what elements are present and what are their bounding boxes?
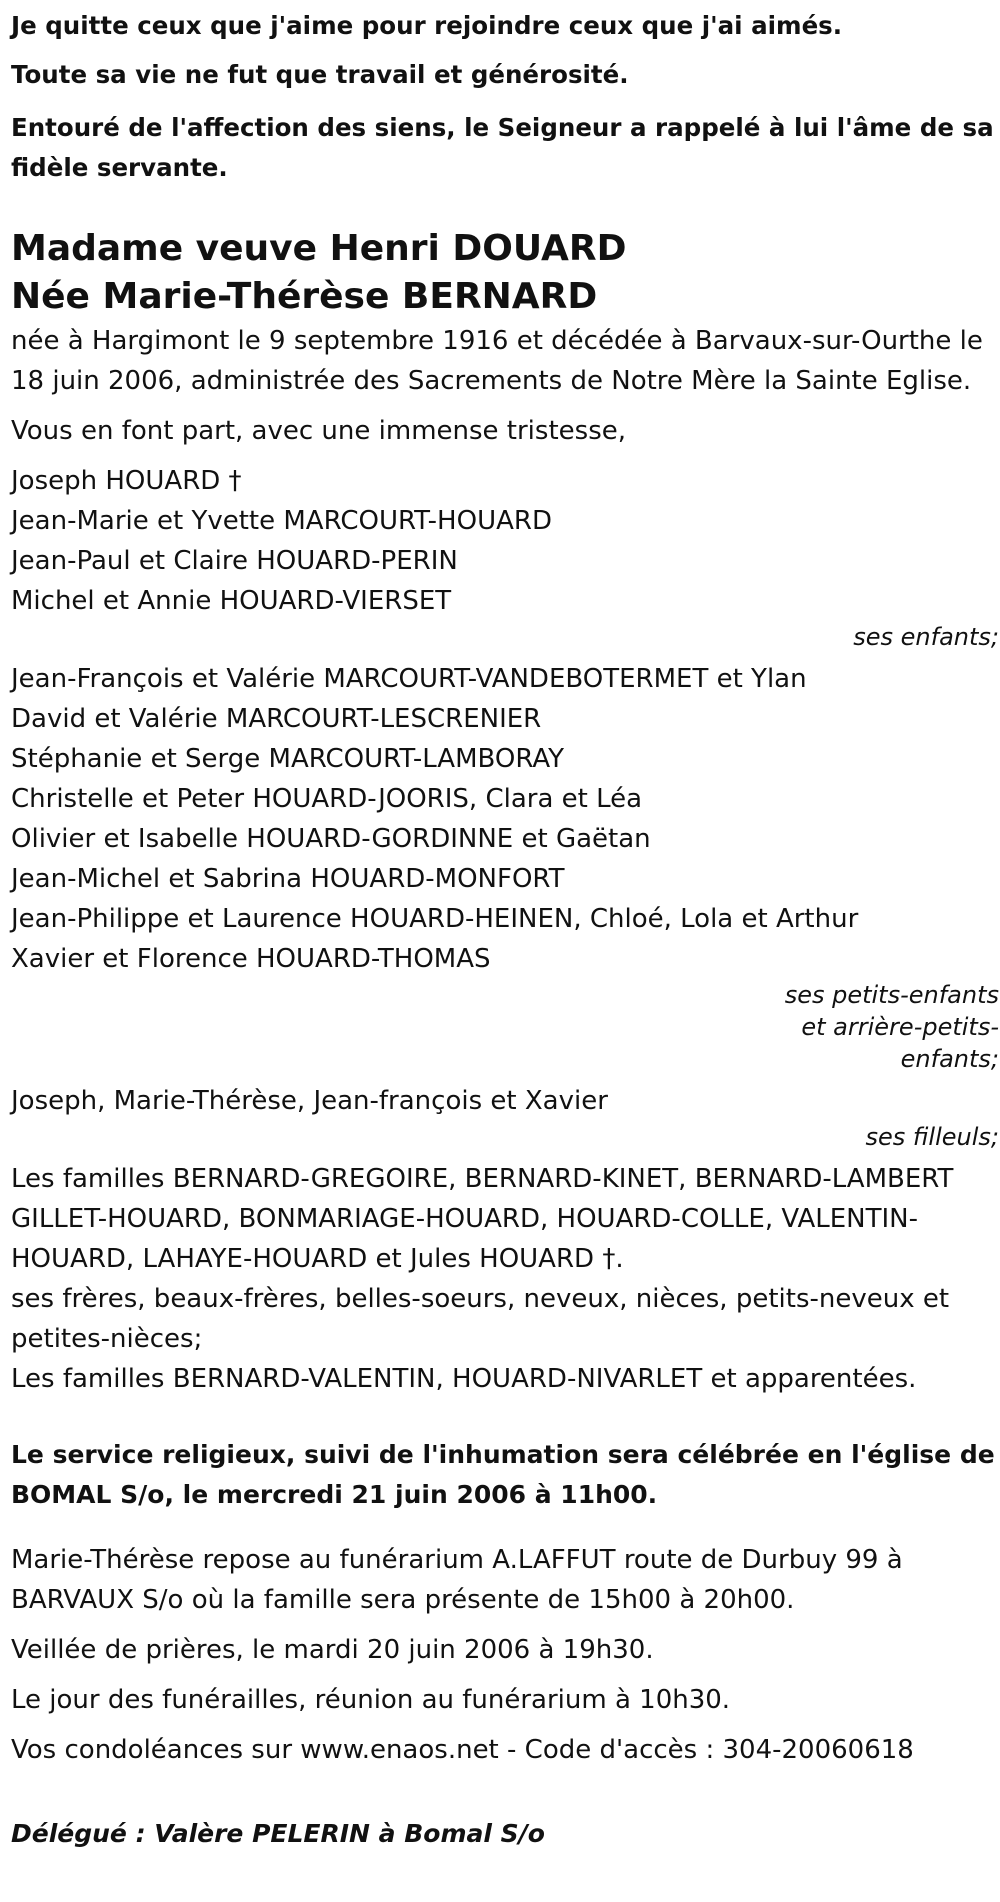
list-item: Joseph HOUARD † bbox=[11, 466, 242, 496]
list-item: David et Valérie MARCOURT-LESCRENIER bbox=[11, 704, 542, 734]
intro-called-by-lord: Entouré de l'affection des siens, le Seigneur a rappelé à lui l'âme de sa fidèle servante. bbox=[11, 113, 994, 182]
list-item: Jean-Philippe et Laurence HOUARD-HEINEN, Chloé, Lola et Arthur bbox=[11, 904, 859, 934]
list-item: Stéphanie et Serge MARCOURT-LAMBORAY bbox=[11, 744, 565, 774]
families-text-2: ses frères, beaux-frères, belles-soeurs, neveux, nièces, petits-neveux et petites-nièces; bbox=[11, 1284, 950, 1354]
list-item: Jean-Marie et Yvette MARCOURT-HOUARD bbox=[11, 506, 552, 536]
intro-life-summary: Toute sa vie ne fut que travail et générosité. bbox=[11, 60, 629, 89]
children-list bbox=[11, 461, 999, 653]
birth-death-text: née à Hargimont le 9 septembre 1916 et décédée à Barvaux-sur-Ourthe le 18 juin 2006, administrée des Sacrements de Notre Mère la Sainte Eglise. bbox=[11, 326, 983, 396]
families-block bbox=[11, 1159, 999, 1399]
service-announcement: Le service religieux, suivi de l'inhumation sera célébrée en l'église de BOMAL S/o, le mercredi 21 juin 2006 à 11h00. bbox=[11, 1440, 995, 1509]
deceased-birth-name: Née Marie-Thérèse BERNARD bbox=[11, 276, 598, 317]
godchildren-list bbox=[11, 1081, 999, 1153]
meeting-text: Le jour des funérailles, réunion au funérarium à 10h30. bbox=[11, 1685, 731, 1715]
intro-quote: Je quitte ceux que j'aime pour rejoindre ceux que j'ai aimés. bbox=[11, 11, 843, 40]
list-item: Xavier et Florence HOUARD-THOMAS bbox=[11, 944, 491, 974]
obituary-content bbox=[11, 10, 999, 1854]
children-role: ses enfants; bbox=[853, 623, 999, 651]
rest-location-text: Marie-Thérèse repose au funérarium A.LAFFUT route de Durbuy 99 à BARVAUX S/o où la famille sera présente de 15h00 à 20h00. bbox=[11, 1545, 903, 1615]
deceased-married-name: Madame veuve Henri DOUARD bbox=[11, 228, 627, 269]
list-item: Christelle et Peter HOUARD-JOORIS, Clara et Léa bbox=[11, 784, 643, 814]
list-item: Michel et Annie HOUARD-VIERSET bbox=[11, 586, 452, 616]
grandchildren-role-line1: ses petits-enfants bbox=[784, 981, 999, 1009]
list-item: Joseph, Marie-Thérèse, Jean-françois et Xavier bbox=[11, 1086, 608, 1116]
delegate-text: Délégué : Valère PELERIN à Bomal S/o bbox=[11, 1819, 545, 1848]
grandchildren-role-line3: enfants; bbox=[900, 1045, 999, 1073]
grandchildren-role-line2: et arrière-petits- bbox=[801, 1013, 999, 1041]
condolences-text: Vos condoléances sur www.enaos.net - Code d'accès : 304-20060618 bbox=[11, 1735, 914, 1765]
announce-text: Vous en font part, avec une immense tristesse, bbox=[11, 416, 626, 446]
vigil-text: Veillée de prières, le mardi 20 juin 2006 à 19h30. bbox=[11, 1635, 654, 1665]
grandchildren-list bbox=[11, 659, 999, 1075]
list-item: Jean-François et Valérie MARCOURT-VANDEBOTERMET et Ylan bbox=[11, 664, 807, 694]
list-item: Jean-Michel et Sabrina HOUARD-MONFORT bbox=[11, 864, 565, 894]
godchildren-role: ses filleuls; bbox=[865, 1123, 999, 1151]
families-text-3: Les familles BERNARD-VALENTIN, HOUARD-NIVARLET et apparentées. bbox=[11, 1364, 917, 1394]
deceased-name-block bbox=[11, 225, 999, 321]
list-item: Olivier et Isabelle HOUARD-GORDINNE et Gaëtan bbox=[11, 824, 651, 854]
list-item: Jean-Paul et Claire HOUARD-PERIN bbox=[11, 546, 458, 576]
families-text-1: Les familles BERNARD-GREGOIRE, BERNARD-KINET, BERNARD-LAMBERT GILLET-HOUARD, BONMARIAGE-HOUARD, HOUARD-COLLE, VALENTIN-HOUARD, LAHAYE-HOUARD et Jules HOUARD †. bbox=[11, 1164, 954, 1274]
